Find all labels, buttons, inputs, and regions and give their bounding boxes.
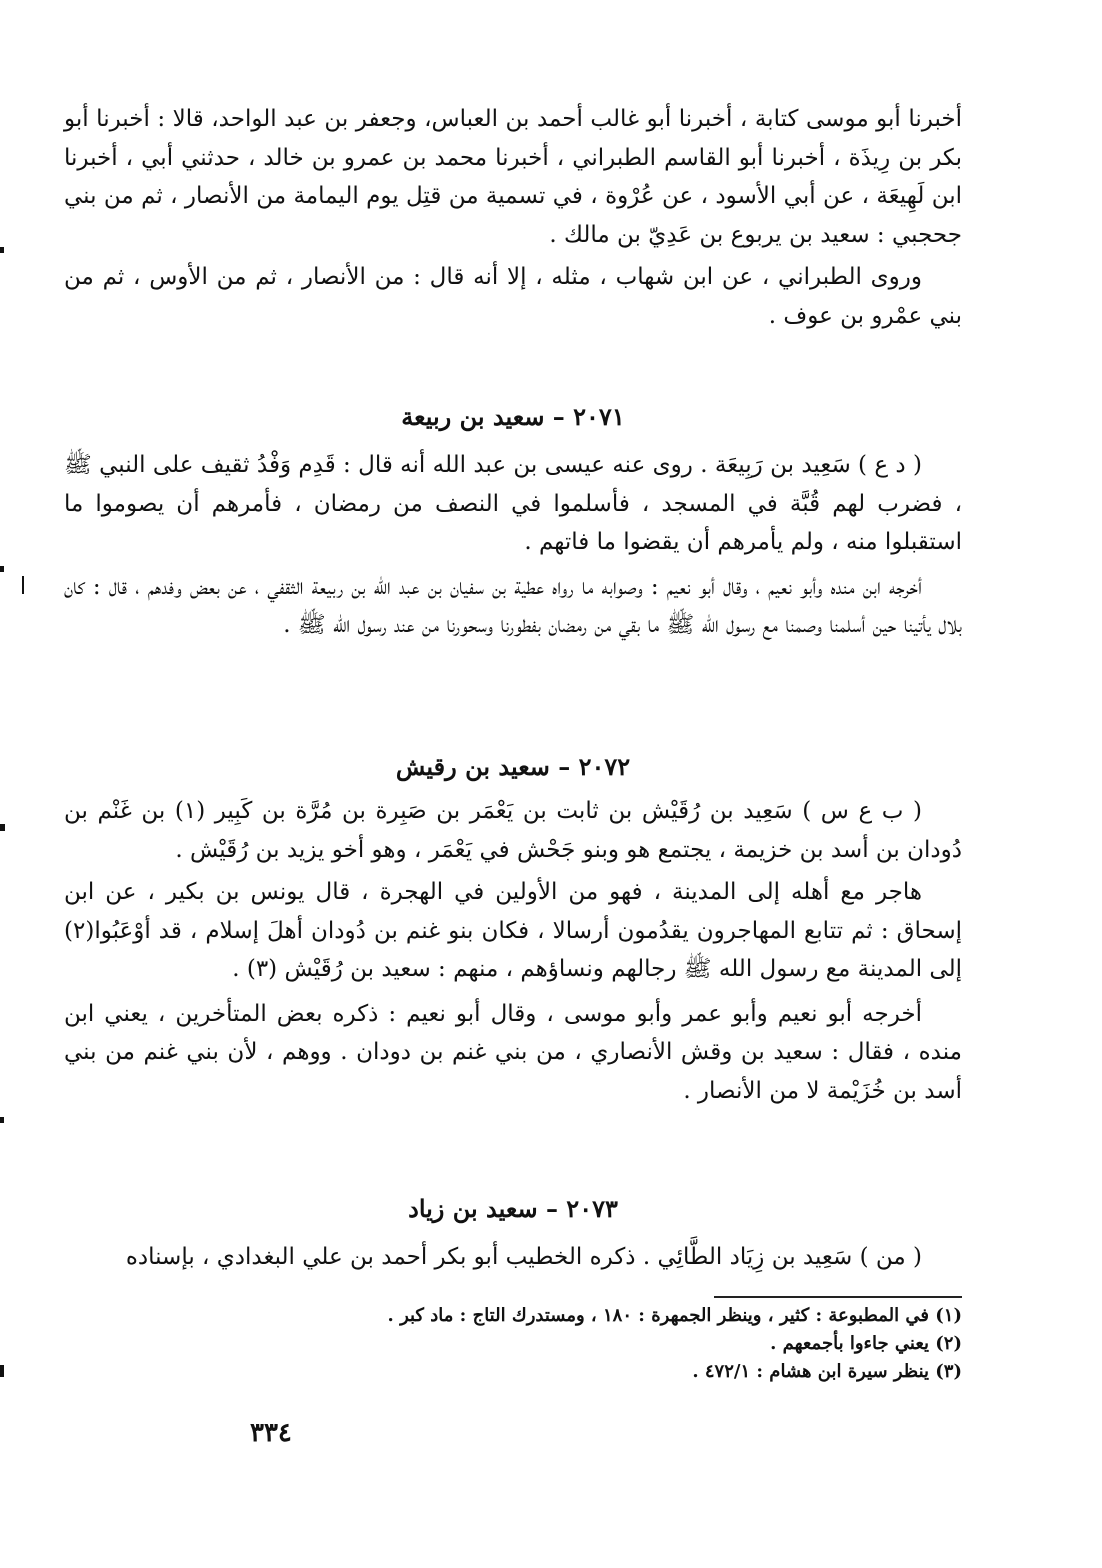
page-number: ٣٣٤: [250, 1418, 292, 1448]
entry-2071-text: [64, 446, 962, 645]
book-page: [40, 0, 1102, 1568]
scan-mark: [0, 824, 5, 831]
intro-text: [64, 100, 962, 335]
footnote: (١) في المطبوعة : كثير ، وينظر الجمهرة : ١٨٠ ، ومستدرك التاج : ماد كبر .: [387, 1305, 962, 1326]
footnote-separator: [714, 1296, 962, 1298]
scan-mark: [0, 247, 4, 253]
paragraph: ( من ) سَعِيد بن زِيَاد الطَّائِي . ذكره الخطيب أبو بكر أحمد بن علي البغدادي ، بإسناده: [125, 1244, 922, 1270]
entry-2073-text: [64, 1238, 962, 1277]
paragraph: وروى الطبراني ، عن ابن شهاب ، مثله ، إلا أنه قال : من الأنصار ، ثم من الأوس ، ثم من بني عمْرو بن عوف .: [64, 264, 962, 329]
scan-mark: [0, 1365, 4, 1377]
scan-mark: [22, 576, 24, 594]
paragraph: أخرجه ابن منده وأبو نعيم ، وقال أبو نعيم : وصوابه ما رواه عطية بن سفيان بن عبد الله بن ربيعة الثقفي ، عن بعض وفدهم ، قال : كان بلال يأتينا حين أسلمنا وصمنا مع رسول الله ﷺ ما بقي من رمضان بفطورنا وسحورنا من عند رسول الله ﷺ .: [64, 573, 962, 638]
paragraph: ( د ع ) سَعِيد بن رَبِيعَة . روى عنه عيسى بن عبد الله أنه قال : قَدِم وَفْدُ ثقيف على النبي ﷺ ، فضرب لهم قُبَّة في المسجد ، فأسلموا في النصف من رمضان ، فأمرهم أن يصوموا ما استقبلوا منه ، ولم يأمرهم أن يقضوا ما فاتهم .: [64, 452, 962, 555]
entry-heading-2073: ٢٠٧٣ – سعيد بن زياد: [408, 1194, 618, 1223]
footnotes: [64, 1302, 962, 1386]
paragraph: أخبرنا أبو موسى كتابة ، أخبرنا أبو غالب أحمد بن العباس، وجعفر بن عبد الواحد، قالا : أخبرنا أبو بكر بن رِيذَة ، أخبرنا أبو القاسم الطبراني ، أخبرنا محمد بن عمرو بن خالد ، حدثني أبي ، أخبرنا ابن لَهِيعَة ، عن أبي الأسود ، عن عُرْوة ، في تسمية من قتِل يوم اليمامة من الأنصار ، ثم من بني جحجبي : سعيد بن يربوع بن عَدِيّ بن مالك .: [64, 106, 962, 248]
scan-mark: [0, 566, 4, 572]
footnote: (٢) يعني جاءوا بأجمعهم .: [770, 1333, 962, 1354]
scan-mark: [0, 1117, 4, 1123]
paragraph: أخرجه أبو نعيم وأبو عمر وأبو موسى ، وقال أبو نعيم : ذكره بعض المتأخرين ، يعني ابن منده ، فقال : سعيد بن وقش الأنصاري ، من بني غنم بن دودان . ووهم ، لأن بني غنم من بني أسد بن خُزَيْمة لا من الأنصار .: [64, 1000, 962, 1104]
footnote: (٣) ينظر سيرة ابن هشام : ٤٧٢/١ .: [692, 1361, 962, 1382]
entry-2072-text: [64, 792, 962, 1110]
entry-heading-2071: ٢٠٧١ – سعيد بن ربيعة: [401, 402, 625, 431]
paragraph: ( ب ع س ) سَعِيد بن رُقَيْش بن ثابت بن يَعْمَر بن صَبِرة بن مُرَّة بن كَبِير (١) بن غَنْم بن دُودان بن أسد بن خزيمة ، يجتمع هو وبنو جَحْش في يَعْمَر ، وهو أخو يزيد بن رُقَيْش .: [64, 798, 962, 863]
paragraph: هاجر مع أهله إلى المدينة ، فهو من الأولين في الهجرة ، قال يونس بن بكير ، عن ابن إسحاق : ثم تتابع المهاجرون يقدُمون أرسالا ، فكان بنو غنم بن دُودان أهلَ إسلام ، قد أوْعَبُوا(٢) إلى المدينة مع رسول الله ﷺ رجالهم ونساؤهم ، منهم : سعيد بن رُقَيْش (٣) .: [64, 879, 962, 982]
entry-heading-2072: ٢٠٧٢ – سعيد بن رقيش: [395, 752, 631, 781]
